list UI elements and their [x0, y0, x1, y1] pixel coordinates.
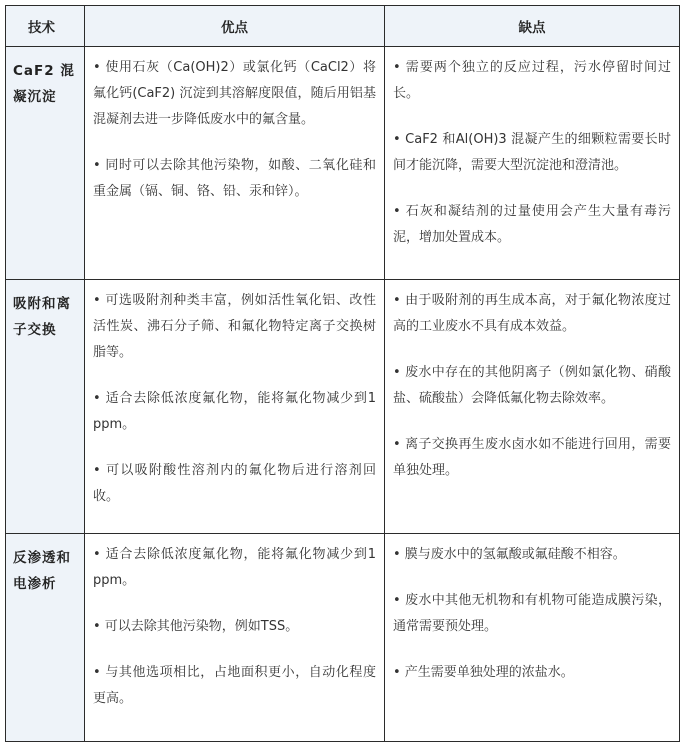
- tech-cell: 吸附和离子交换: [6, 280, 85, 534]
- pros-item: • 可选吸附剂种类丰富，例如活性氧化铝、改性活性炭、沸石分子筛、和氟化物特定离子交换树脂等。: [93, 293, 376, 360]
- table-row: [6, 47, 680, 280]
- cons-cell: [385, 47, 680, 280]
- pros-cell: [85, 280, 385, 534]
- pros-item: • 使用石灰（Ca(OH)2）或氯化钙（CaCl2）将氟化钙(CaF2) 沉淀到其溶解度限值，随后用铝基混凝剂去进一步降低废水中的氟含量。: [93, 60, 376, 127]
- table-row: [6, 534, 680, 742]
- pros-cell: [85, 47, 385, 280]
- cons-item: • 产生需要单独处理的浓盐水。: [393, 665, 574, 680]
- pros-item: • 可以吸附酸性溶剂内的氟化物后进行溶剂回收。: [93, 463, 376, 504]
- header-tech: 技术: [6, 6, 85, 47]
- cons-cell: [385, 280, 680, 534]
- cons-item: • 废水中其他无机物和有机物可能造成膜污染，通常需要预处理。: [393, 593, 671, 634]
- pros-item: • 可以去除其他污染物，例如TSS。: [93, 619, 299, 634]
- pros-item: • 同时可以去除其他污染物，如酸、二氧化硅和重金属（镉、铜、铬、铅、汞和锌）。: [93, 158, 376, 199]
- cons-item: • 石灰和凝结剂的过量使用会产生大量有毒污泥，增加处置成本。: [393, 204, 671, 245]
- cons-item: • 需要两个独立的反应过程，污水停留时间过长。: [393, 60, 671, 101]
- table-row: [6, 280, 680, 534]
- pros-item: • 适合去除低浓度氟化物，能将氟化物减少到1 ppm。: [93, 547, 376, 588]
- header-cons: 缺点: [385, 6, 680, 47]
- header-pros: 优点: [85, 6, 385, 47]
- cons-item: • 膜与废水中的氢氟酸或氟硅酸不相容。: [393, 547, 626, 562]
- pros-cell: [85, 534, 385, 742]
- cons-item: • 由于吸附剂的再生成本高，对于氟化物浓度过高的工业废水不具有成本效益。: [393, 293, 671, 334]
- pros-item: • 与其他选项相比，占地面积更小，自动化程度更高。: [93, 665, 376, 706]
- comparison-table: [5, 5, 680, 742]
- pros-item: • 适合去除低浓度氟化物，能将氟化物减少到1 ppm。: [93, 391, 376, 432]
- tech-cell: CaF2 混凝沉淀: [6, 47, 85, 280]
- header-row: [6, 6, 680, 47]
- tech-cell: 反渗透和电渗析: [6, 534, 85, 742]
- cons-cell: [385, 534, 680, 742]
- cons-item: • 离子交换再生废水卤水如不能进行回用，需要单独处理。: [393, 437, 671, 478]
- cons-item: • CaF2 和Al(OH)3 混凝产生的细颗粒需要长时间才能沉降，需要大型沉淀池和澄清池。: [393, 132, 671, 173]
- cons-item: • 废水中存在的其他阴离子（例如氯化物、硝酸盐、硫酸盐）会降低氟化物去除效率。: [393, 365, 671, 406]
